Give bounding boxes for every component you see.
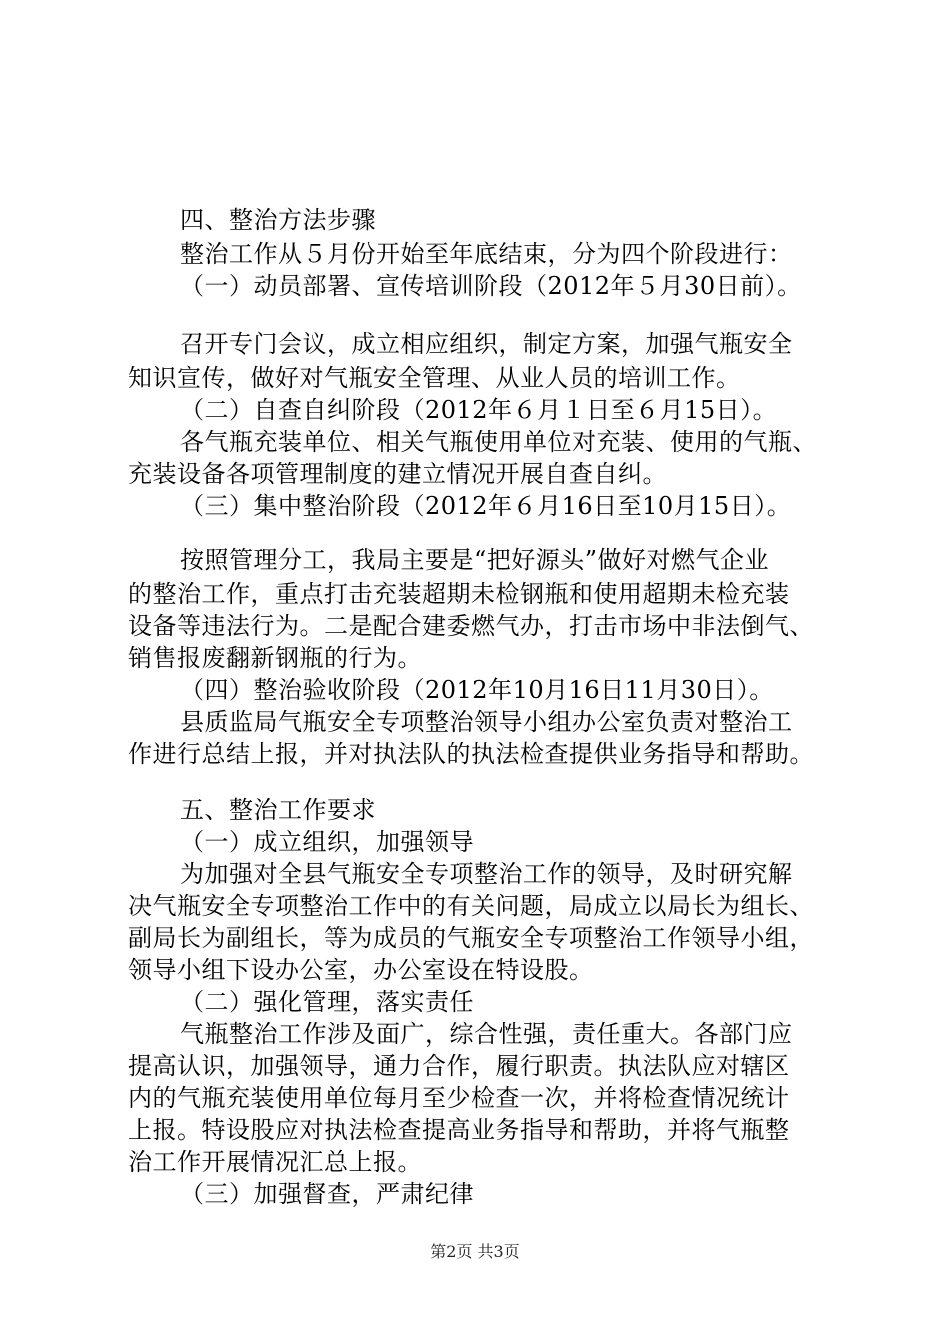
paragraph-line: 设备等违法行为。二是配合建委燃气办，打击市场中非法倒气、	[128, 612, 814, 640]
section-heading-5: 五、整治工作要求	[180, 796, 376, 824]
paragraph-line: 知识宣传，做好对气瓶安全管理、从业人员的培训工作。	[128, 364, 741, 392]
paragraph-line: 县质监局气瓶安全专项整治领导小组办公室负责对整治工	[180, 708, 793, 736]
paragraph-line: 召开专门会议，成立相应组织，制定方案，加强气瓶安全	[180, 330, 793, 358]
subheading-requirement-2: （二）强化管理，落实责任	[180, 988, 474, 1016]
paragraph-line: 作进行总结上报，并对执法队的执法检查提供业务指导和帮助。	[128, 740, 814, 768]
paragraph-line: 的整治工作，重点打击充装超期未检钢瓶和使用超期未检充装	[128, 580, 790, 608]
paragraph-line: 气瓶整治工作涉及面广，综合性强，责任重大。各部门应	[180, 1020, 793, 1048]
page-footer: 第2页 共3页	[430, 1242, 520, 1261]
subheading-requirement-1: （一）成立组织，加强领导	[180, 828, 474, 856]
subheading-requirement-3: （三）加强督查，严肃纪律	[180, 1180, 474, 1208]
paragraph-line: 副局长为副组长，等为成员的气瓶安全专项整治工作领导小组，	[128, 924, 814, 952]
paragraph-line: 整治工作从５月份开始至年底结束，分为四个阶段进行：	[180, 240, 793, 268]
paragraph-line: 决气瓶安全专项整治工作中的有关问题，局成立以局长为组长、	[128, 892, 814, 920]
paragraph-line: 销售报废翻新钢瓶的行为。	[128, 644, 422, 672]
subheading-stage-4: （四）整治验收阶段（2012年10月16日11月30日）。	[180, 676, 774, 704]
section-heading-4: 四、整治方法步骤	[180, 206, 376, 234]
paragraph-line: 充装设备各项管理制度的建立情况开展自查自纠。	[128, 460, 667, 488]
paragraph-line: 各气瓶充装单位、相关气瓶使用单位对充装、使用的气瓶、	[180, 428, 817, 456]
subheading-stage-3: （三）集中整治阶段（2012年６月16日至10月15日）。	[180, 492, 792, 520]
paragraph-line: 上报。特设股应对执法检查提高业务指导和帮助，并将气瓶整	[128, 1116, 790, 1144]
paragraph-line: 按照管理分工，我局主要是“把好源头”做好对燃气企业	[180, 546, 770, 574]
paragraph-line: 为加强对全县气瓶安全专项整治工作的领导，及时研究解	[180, 860, 793, 888]
subheading-stage-2: （二）自查自纠阶段（2012年６月１日至６月15日）。	[180, 396, 778, 424]
paragraph-line: 治工作开展情况汇总上报。	[128, 1148, 422, 1176]
paragraph-line: 领导小组下设办公室，办公室设在特设股。	[128, 956, 594, 984]
subheading-stage-1: （一）动员部署、宣传培训阶段（2012年５月30日前）。	[180, 272, 802, 300]
paragraph-line: 提高认识，加强领导，通力合作，履行职责。执法队应对辖区	[128, 1052, 790, 1080]
paragraph-line: 内的气瓶充装使用单位每月至少检查一次，并将检查情况统计	[128, 1084, 790, 1112]
